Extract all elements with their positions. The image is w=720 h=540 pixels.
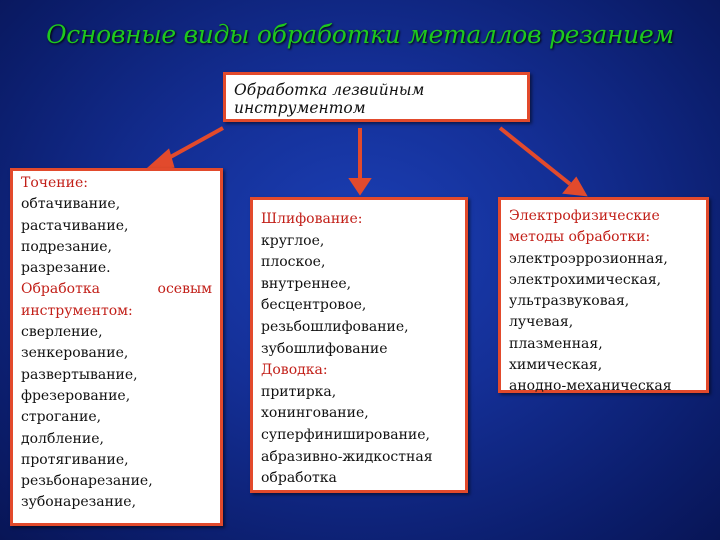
list-item: зубонарезание, (21, 494, 137, 511)
top-category-label: Обработка лезвийным инструментом (234, 81, 425, 117)
page-title: Основные виды обработки металлов резанием (46, 20, 674, 49)
axial-tool-list (21, 322, 212, 514)
grinding-box (250, 197, 468, 493)
list-item: абразивно-жидкостная (261, 448, 433, 465)
list-item: зенкерование, (21, 345, 129, 362)
list-item: строгание, (21, 409, 102, 426)
list-item: развертывание, (21, 366, 138, 383)
axial-heading-word-3: инструментом: (21, 302, 133, 319)
list-item: плазменная, (509, 335, 603, 352)
list-item: разрезание. (21, 260, 111, 277)
list-item: электрохимическая, (509, 271, 662, 288)
turning-heading: Точение: (21, 175, 88, 191)
list-item: обработка (261, 470, 337, 487)
arrow-left-line (165, 128, 223, 160)
list-item: фрезерование, (21, 387, 131, 404)
list-item: хонингование, (261, 405, 369, 422)
list-item: плоское, (261, 254, 326, 271)
axial-heading-word-1: Обработка (21, 281, 100, 298)
list-item: бесцентровое, (261, 297, 367, 314)
finishing-heading: Доводка: (261, 362, 328, 379)
electrophysical-heading (509, 206, 698, 249)
list-item: обтачивание, (21, 196, 121, 213)
list-item: электроэррозионная, (509, 250, 668, 267)
list-item: растачивание, (21, 217, 129, 234)
arrow-right-line (500, 128, 570, 184)
turning-box (10, 168, 223, 526)
axial-tool-heading-row (21, 279, 212, 300)
grinding-heading: Шлифование: (261, 211, 363, 227)
list-item: суперфиниширование, (261, 426, 430, 443)
list-item: зубошлифование (261, 340, 388, 357)
list-item: притирка, (261, 383, 337, 400)
turning-list (21, 194, 212, 279)
list-item: резьбонарезание, (21, 473, 153, 490)
list-item: Электрофизические (509, 208, 660, 224)
finishing-list (261, 382, 457, 490)
list-item: методы обработки: (509, 229, 651, 246)
electrophysical-box (498, 197, 709, 393)
list-item: химическая, (509, 357, 603, 374)
list-item: протягивание, (21, 451, 129, 468)
list-item: подрезание, (21, 238, 113, 255)
list-item: анодно-механическая (509, 378, 672, 395)
list-item: ультразвуковая, (509, 293, 630, 310)
list-item: долбление, (21, 430, 104, 447)
arrow-left-head (150, 152, 172, 168)
list-item: внутреннее, (261, 275, 352, 292)
axial-heading-word-2: осевым (157, 281, 212, 298)
grinding-list (261, 231, 457, 361)
list-item: резьбошлифование, (261, 318, 409, 335)
list-item: лучевая, (509, 314, 574, 331)
list-item: сверление, (21, 324, 103, 341)
electrophysical-list (509, 249, 698, 398)
arrow-mid-head (352, 180, 368, 192)
list-item: круглое, (261, 232, 325, 249)
